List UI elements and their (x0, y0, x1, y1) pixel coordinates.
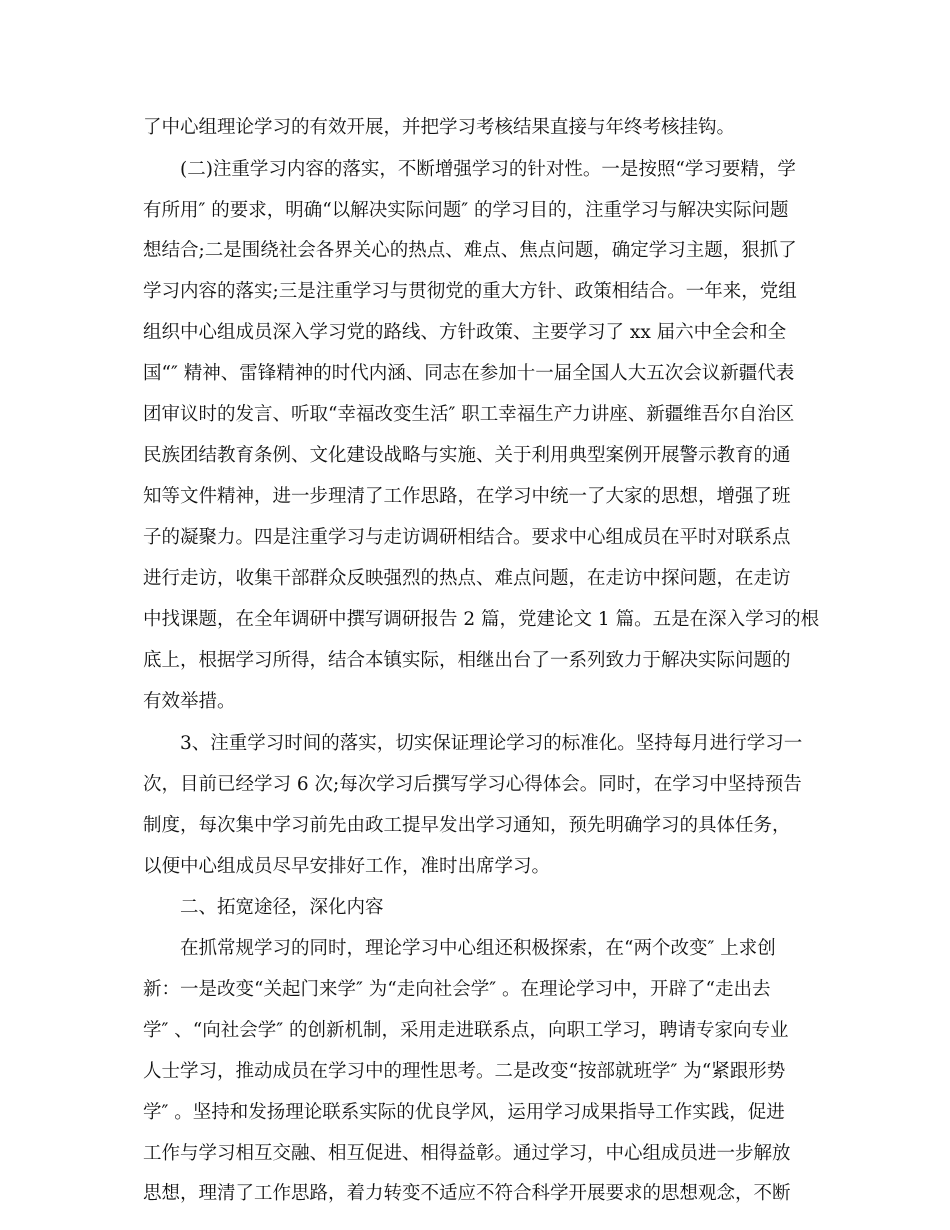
text-line: (二)注重学习内容的落实，不断增强学习的针对性。一是按照“学习要精，学 (180, 159, 796, 180)
text-line: 次，目前已经学习 6 次;每次学习后撰写学习心得体会。同时，在学习中坚持预告 (143, 774, 802, 795)
text-line: 国“″ 精神、雷锋精神的时代内涵、同志在参加十一届全国人大五次会议新疆代表 (143, 363, 795, 384)
text-line: 团审议时的发言、听取“幸福改变生活″ 职工幸福生产力讲座、新疆维吾尔自治区 (143, 404, 795, 425)
text-line: 了中心组理论学习的有效开展，并把学习考核结果直接与年终考核挂钩。 (143, 117, 736, 138)
text-line: 思想，理清了工作思路，着力转变不适应不符合科学开展要求的思想观念，不断 (143, 1183, 791, 1204)
text-line: 新：一是改变“关起门来学″ 为“走向社会学″ 。在理论学习中，开辟了“走出去 (143, 979, 771, 1000)
text-line: 学习内容的落实;三是注重学习与贯彻党的重大方针、政策相结合。一年来，党组 (143, 281, 797, 302)
text-line: 民族团结教育条例、文化建设战略与实施、关于利用典型案例开展警示教育的通 (143, 445, 791, 466)
text-line: 中找课题，在全年调研中撰写调研报告 2 篇，党建论文 1 篇。五是在深入学习的根 (143, 609, 820, 630)
text-line: 底上，根据学习所得，结合本镇实际，相继出台了一系列致力于解决实际问题的 (143, 650, 791, 671)
text-line: 学″ 。坚持和发扬理论联系实际的优良学风，运用学习成果指导工作实践，促进 (143, 1102, 785, 1123)
text-line: 工作与学习相互交融、相互促进、相得益彰。通过学习，中心组成员进一步解放 (143, 1143, 791, 1164)
text-line: 有所用″ 的要求，明确“以解决实际问题″ 的学习目的，注重学习与解决实际问题 (143, 200, 789, 221)
text-line: 制度，每次集中学习前先由政工提早发出学习通知，预先明确学习的具体任务， (143, 815, 791, 836)
text-line: 进行走访，收集干部群众反映强烈的热点、难点问题，在走访中探问题，在走访 (143, 568, 791, 589)
text-line: 有效举措。 (143, 691, 236, 712)
text-line: 人士学习，推动成员在学习中的理性思考。二是改变“按部就班学″ 为“紧跟形势 (143, 1061, 786, 1082)
text-line: 子的凝聚力。四是注重学习与走访调研相结合。要求中心组成员在平时对联系点 (143, 527, 791, 548)
text-line: 组织中心组成员深入学习党的路线、方针政策、主要学习了 xx 届六中全会和全 (143, 322, 787, 343)
section-heading: 二、拓宽途径，深化内容 (180, 897, 384, 918)
text-line: 以便中心组成员尽早安排好工作，准时出席学习。 (143, 856, 551, 877)
text-line: 学″ 、“向社会学″ 的创新机制，采用走进联系点，向职工学习，聘请专家向专业 (143, 1020, 789, 1041)
text-line: 想结合;二是围绕社会各界关心的热点、难点、焦点问题，确定学习主题，狠抓了 (143, 240, 797, 261)
text-line: 3、注重学习时间的落实，切实保证理论学习的标准化。坚持每月进行学习一 (180, 733, 803, 754)
text-line: 在抓常规学习的同时，理论学习中心组还积极探索，在“两个改变″ 上求创 (180, 938, 776, 959)
text-line: 知等文件精神，进一步理清了工作思路，在学习中统一了大家的思想，增强了班 (143, 486, 791, 507)
